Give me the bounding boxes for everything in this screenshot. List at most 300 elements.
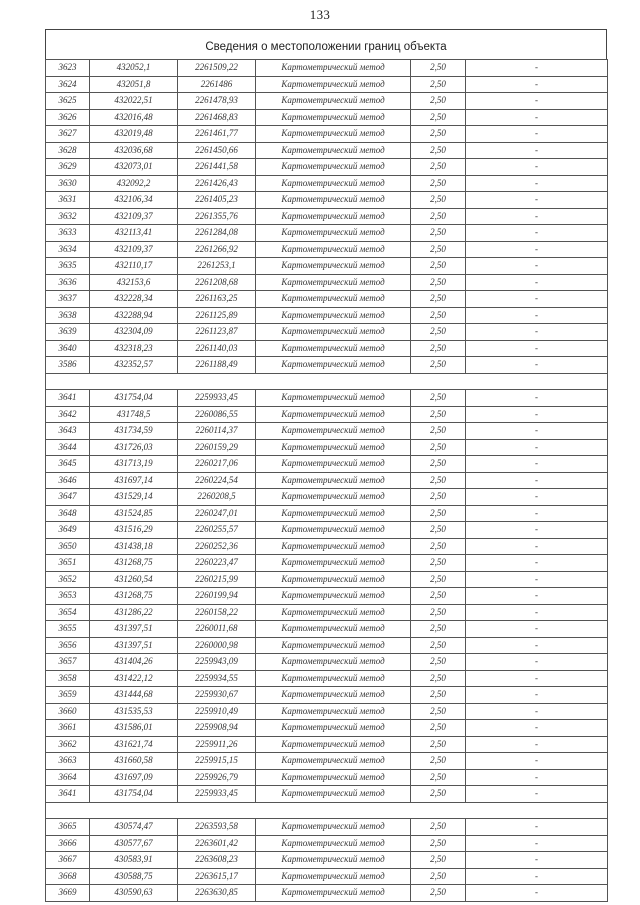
- point-number-cell: 3636: [46, 274, 90, 291]
- y-coordinate-cell: 2263593,58: [178, 819, 256, 836]
- method-cell: Картометрический метод: [256, 670, 411, 687]
- accuracy-cell: 2,50: [411, 456, 466, 473]
- method-cell: Картометрический метод: [256, 505, 411, 522]
- description-cell: -: [466, 786, 608, 803]
- y-coordinate-cell: 2260000,98: [178, 637, 256, 654]
- accuracy-cell: 2,50: [411, 472, 466, 489]
- method-cell: Картометрический метод: [256, 753, 411, 770]
- table-row: [46, 852, 608, 869]
- y-coordinate-cell: 2260224,54: [178, 472, 256, 489]
- method-cell: Картометрический метод: [256, 472, 411, 489]
- table-row: [46, 357, 608, 374]
- method-cell: Картометрический метод: [256, 324, 411, 341]
- table-row: [46, 456, 608, 473]
- point-number-cell: 3662: [46, 736, 90, 753]
- description-cell: -: [466, 736, 608, 753]
- description-cell: -: [466, 538, 608, 555]
- table-row: [46, 274, 608, 291]
- point-number-cell: 3663: [46, 753, 90, 770]
- table-row: [46, 769, 608, 786]
- y-coordinate-cell: 2260086,55: [178, 406, 256, 423]
- x-coordinate-cell: 431734,59: [90, 423, 178, 440]
- table-row: [46, 241, 608, 258]
- description-cell: -: [466, 456, 608, 473]
- method-cell: Картометрический метод: [256, 241, 411, 258]
- x-coordinate-cell: 431438,18: [90, 538, 178, 555]
- description-cell: -: [466, 175, 608, 192]
- accuracy-cell: 2,50: [411, 109, 466, 126]
- table-body: [46, 60, 608, 902]
- separator-cell: [466, 802, 608, 819]
- x-coordinate-cell: 431748,5: [90, 406, 178, 423]
- x-coordinate-cell: 432022,51: [90, 93, 178, 110]
- x-coordinate-cell: 431268,75: [90, 555, 178, 572]
- table-row: [46, 670, 608, 687]
- y-coordinate-cell: 2261426,43: [178, 175, 256, 192]
- y-coordinate-cell: 2259933,45: [178, 786, 256, 803]
- table-row: [46, 868, 608, 885]
- x-coordinate-cell: 432352,57: [90, 357, 178, 374]
- accuracy-cell: 2,50: [411, 885, 466, 902]
- point-number-cell: 3656: [46, 637, 90, 654]
- x-coordinate-cell: 432288,94: [90, 307, 178, 324]
- point-number-cell: 3659: [46, 687, 90, 704]
- accuracy-cell: 2,50: [411, 621, 466, 638]
- y-coordinate-cell: 2259926,79: [178, 769, 256, 786]
- point-number-cell: 3652: [46, 571, 90, 588]
- method-cell: Картометрический метод: [256, 126, 411, 143]
- separator-cell: [411, 373, 466, 390]
- method-cell: Картометрический метод: [256, 192, 411, 209]
- description-cell: -: [466, 654, 608, 671]
- y-coordinate-cell: 2261266,92: [178, 241, 256, 258]
- y-coordinate-cell: 2261461,77: [178, 126, 256, 143]
- accuracy-cell: 2,50: [411, 637, 466, 654]
- method-cell: Картометрический метод: [256, 555, 411, 572]
- method-cell: Картометрический метод: [256, 852, 411, 869]
- x-coordinate-cell: 432019,48: [90, 126, 178, 143]
- table-row: [46, 390, 608, 407]
- x-coordinate-cell: 431286,22: [90, 604, 178, 621]
- y-coordinate-cell: 2260215,99: [178, 571, 256, 588]
- description-cell: -: [466, 522, 608, 539]
- method-cell: Картометрический метод: [256, 604, 411, 621]
- accuracy-cell: 2,50: [411, 126, 466, 143]
- y-coordinate-cell: 2260158,22: [178, 604, 256, 621]
- separator-cell: [411, 802, 466, 819]
- description-cell: -: [466, 753, 608, 770]
- table-row: [46, 208, 608, 225]
- method-cell: Картометрический метод: [256, 291, 411, 308]
- y-coordinate-cell: 2261188,49: [178, 357, 256, 374]
- point-number-cell: 3624: [46, 76, 90, 93]
- table-row: [46, 588, 608, 605]
- x-coordinate-cell: 431404,26: [90, 654, 178, 671]
- point-number-cell: 3642: [46, 406, 90, 423]
- table-row: [46, 489, 608, 506]
- y-coordinate-cell: 2261441,58: [178, 159, 256, 176]
- accuracy-cell: 2,50: [411, 142, 466, 159]
- point-number-cell: 3625: [46, 93, 90, 110]
- y-coordinate-cell: 2261163,25: [178, 291, 256, 308]
- x-coordinate-cell: 431268,75: [90, 588, 178, 605]
- method-cell: Картометрический метод: [256, 274, 411, 291]
- table-title: Сведения о местоположении границ объекта: [45, 29, 607, 59]
- y-coordinate-cell: 2261509,22: [178, 60, 256, 77]
- x-coordinate-cell: 431754,04: [90, 786, 178, 803]
- x-coordinate-cell: 432110,17: [90, 258, 178, 275]
- description-cell: -: [466, 868, 608, 885]
- table-row: [46, 406, 608, 423]
- accuracy-cell: 2,50: [411, 769, 466, 786]
- y-coordinate-cell: 2260159,29: [178, 439, 256, 456]
- description-cell: -: [466, 307, 608, 324]
- x-coordinate-cell: 431529,14: [90, 489, 178, 506]
- accuracy-cell: 2,50: [411, 291, 466, 308]
- description-cell: -: [466, 505, 608, 522]
- x-coordinate-cell: 431516,29: [90, 522, 178, 539]
- point-number-cell: 3647: [46, 489, 90, 506]
- description-cell: -: [466, 819, 608, 836]
- description-cell: -: [466, 142, 608, 159]
- method-cell: Картометрический метод: [256, 175, 411, 192]
- table-row: [46, 423, 608, 440]
- y-coordinate-cell: 2260011,68: [178, 621, 256, 638]
- description-cell: -: [466, 637, 608, 654]
- description-cell: -: [466, 571, 608, 588]
- x-coordinate-cell: 432052,1: [90, 60, 178, 77]
- point-number-cell: 3657: [46, 654, 90, 671]
- description-cell: -: [466, 489, 608, 506]
- x-coordinate-cell: 431713,19: [90, 456, 178, 473]
- point-number-cell: 3628: [46, 142, 90, 159]
- point-number-cell: 3627: [46, 126, 90, 143]
- table-row: [46, 819, 608, 836]
- point-number-cell: 3643: [46, 423, 90, 440]
- accuracy-cell: 2,50: [411, 406, 466, 423]
- method-cell: Картометрический метод: [256, 522, 411, 539]
- point-number-cell: 3648: [46, 505, 90, 522]
- point-number-cell: 3631: [46, 192, 90, 209]
- y-coordinate-cell: 2259943,09: [178, 654, 256, 671]
- method-cell: Картометрический метод: [256, 439, 411, 456]
- point-number-cell: 3641: [46, 390, 90, 407]
- point-number-cell: 3630: [46, 175, 90, 192]
- y-coordinate-cell: 2261405,23: [178, 192, 256, 209]
- method-cell: Картометрический метод: [256, 786, 411, 803]
- accuracy-cell: 2,50: [411, 423, 466, 440]
- point-number-cell: 3623: [46, 60, 90, 77]
- x-coordinate-cell: 430583,91: [90, 852, 178, 869]
- point-number-cell: 3629: [46, 159, 90, 176]
- x-coordinate-cell: 431397,51: [90, 621, 178, 638]
- accuracy-cell: 2,50: [411, 192, 466, 209]
- method-cell: Картометрический метод: [256, 736, 411, 753]
- description-cell: -: [466, 274, 608, 291]
- separator-cell: [178, 802, 256, 819]
- x-coordinate-cell: 430588,75: [90, 868, 178, 885]
- point-number-cell: 3586: [46, 357, 90, 374]
- y-coordinate-cell: 2259933,45: [178, 390, 256, 407]
- point-number-cell: 3634: [46, 241, 90, 258]
- point-number-cell: 3638: [46, 307, 90, 324]
- method-cell: Картометрический метод: [256, 109, 411, 126]
- x-coordinate-cell: 431621,74: [90, 736, 178, 753]
- table-row: [46, 175, 608, 192]
- method-cell: Картометрический метод: [256, 489, 411, 506]
- table-row: [46, 76, 608, 93]
- table-row: [46, 324, 608, 341]
- y-coordinate-cell: 2259910,49: [178, 703, 256, 720]
- table-row: [46, 291, 608, 308]
- x-coordinate-cell: 432016,48: [90, 109, 178, 126]
- point-number-cell: 3649: [46, 522, 90, 539]
- point-number-cell: 3632: [46, 208, 90, 225]
- method-cell: Картометрический метод: [256, 406, 411, 423]
- method-cell: Картометрический метод: [256, 423, 411, 440]
- x-coordinate-cell: 432318,23: [90, 340, 178, 357]
- x-coordinate-cell: 432304,09: [90, 324, 178, 341]
- y-coordinate-cell: 2260247,01: [178, 505, 256, 522]
- table-row: [46, 472, 608, 489]
- description-cell: -: [466, 604, 608, 621]
- y-coordinate-cell: 2261468,83: [178, 109, 256, 126]
- table-row: [46, 192, 608, 209]
- table-row: [46, 126, 608, 143]
- accuracy-cell: 2,50: [411, 604, 466, 621]
- method-cell: Картометрический метод: [256, 885, 411, 902]
- description-cell: -: [466, 406, 608, 423]
- description-cell: -: [466, 340, 608, 357]
- point-number-cell: 3654: [46, 604, 90, 621]
- description-cell: -: [466, 472, 608, 489]
- y-coordinate-cell: 2261123,87: [178, 324, 256, 341]
- method-cell: Картометрический метод: [256, 93, 411, 110]
- point-number-cell: 3644: [46, 439, 90, 456]
- y-coordinate-cell: 2261486: [178, 76, 256, 93]
- separator-cell: [46, 373, 90, 390]
- x-coordinate-cell: 431422,12: [90, 670, 178, 687]
- table-row: [46, 60, 608, 77]
- y-coordinate-cell: 2260199,94: [178, 588, 256, 605]
- y-coordinate-cell: 2261355,76: [178, 208, 256, 225]
- table-row: [46, 522, 608, 539]
- coordinates-table: [45, 59, 608, 902]
- point-number-cell: 3665: [46, 819, 90, 836]
- x-coordinate-cell: 431586,01: [90, 720, 178, 737]
- x-coordinate-cell: 432092,2: [90, 175, 178, 192]
- description-cell: -: [466, 621, 608, 638]
- y-coordinate-cell: 2259908,94: [178, 720, 256, 737]
- method-cell: Картометрический метод: [256, 258, 411, 275]
- accuracy-cell: 2,50: [411, 340, 466, 357]
- method-cell: Картометрический метод: [256, 687, 411, 704]
- accuracy-cell: 2,50: [411, 736, 466, 753]
- x-coordinate-cell: 432228,34: [90, 291, 178, 308]
- x-coordinate-cell: 432051,8: [90, 76, 178, 93]
- method-cell: Картометрический метод: [256, 538, 411, 555]
- point-number-cell: 3639: [46, 324, 90, 341]
- y-coordinate-cell: 2260223,47: [178, 555, 256, 572]
- table-row: [46, 505, 608, 522]
- table-row: [46, 225, 608, 242]
- method-cell: Картометрический метод: [256, 76, 411, 93]
- accuracy-cell: 2,50: [411, 786, 466, 803]
- table-row: [46, 555, 608, 572]
- description-cell: -: [466, 208, 608, 225]
- method-cell: Картометрический метод: [256, 654, 411, 671]
- description-cell: -: [466, 670, 608, 687]
- method-cell: Картометрический метод: [256, 819, 411, 836]
- method-cell: Картометрический метод: [256, 588, 411, 605]
- y-coordinate-cell: 2259934,55: [178, 670, 256, 687]
- description-cell: -: [466, 687, 608, 704]
- x-coordinate-cell: 432109,37: [90, 241, 178, 258]
- x-coordinate-cell: 432073,01: [90, 159, 178, 176]
- method-cell: Картометрический метод: [256, 835, 411, 852]
- table-row: [46, 637, 608, 654]
- x-coordinate-cell: 431444,68: [90, 687, 178, 704]
- table-row: [46, 109, 608, 126]
- method-cell: Картометрический метод: [256, 159, 411, 176]
- description-cell: -: [466, 159, 608, 176]
- description-cell: -: [466, 720, 608, 737]
- x-coordinate-cell: 431697,14: [90, 472, 178, 489]
- description-cell: -: [466, 439, 608, 456]
- point-number-cell: 3633: [46, 225, 90, 242]
- separator-cell: [46, 802, 90, 819]
- accuracy-cell: 2,50: [411, 76, 466, 93]
- table-row: [46, 307, 608, 324]
- table-row: [46, 703, 608, 720]
- description-cell: -: [466, 390, 608, 407]
- method-cell: Картометрический метод: [256, 390, 411, 407]
- point-number-cell: 3664: [46, 769, 90, 786]
- accuracy-cell: 2,50: [411, 93, 466, 110]
- table-row: [46, 753, 608, 770]
- point-number-cell: 3653: [46, 588, 90, 605]
- accuracy-cell: 2,50: [411, 274, 466, 291]
- accuracy-cell: 2,50: [411, 241, 466, 258]
- table-row: [46, 885, 608, 902]
- table-row: [46, 720, 608, 737]
- y-coordinate-cell: 2263608,23: [178, 852, 256, 869]
- x-coordinate-cell: 431260,54: [90, 571, 178, 588]
- y-coordinate-cell: 2260252,36: [178, 538, 256, 555]
- table-row: [46, 786, 608, 803]
- x-coordinate-cell: 431660,58: [90, 753, 178, 770]
- accuracy-cell: 2,50: [411, 571, 466, 588]
- section-separator: [46, 802, 608, 819]
- x-coordinate-cell: 430574,47: [90, 819, 178, 836]
- method-cell: Картометрический метод: [256, 720, 411, 737]
- point-number-cell: 3645: [46, 456, 90, 473]
- description-cell: -: [466, 555, 608, 572]
- accuracy-cell: 2,50: [411, 703, 466, 720]
- point-number-cell: 3635: [46, 258, 90, 275]
- method-cell: Картометрический метод: [256, 307, 411, 324]
- y-coordinate-cell: 2260208,5: [178, 489, 256, 506]
- x-coordinate-cell: 432153,6: [90, 274, 178, 291]
- accuracy-cell: 2,50: [411, 307, 466, 324]
- table-row: [46, 258, 608, 275]
- separator-cell: [90, 802, 178, 819]
- accuracy-cell: 2,50: [411, 852, 466, 869]
- accuracy-cell: 2,50: [411, 324, 466, 341]
- description-cell: -: [466, 126, 608, 143]
- separator-cell: [256, 802, 411, 819]
- x-coordinate-cell: 430590,63: [90, 885, 178, 902]
- accuracy-cell: 2,50: [411, 720, 466, 737]
- x-coordinate-cell: 432109,37: [90, 208, 178, 225]
- description-cell: -: [466, 357, 608, 374]
- description-cell: -: [466, 324, 608, 341]
- y-coordinate-cell: 2261450,66: [178, 142, 256, 159]
- accuracy-cell: 2,50: [411, 555, 466, 572]
- accuracy-cell: 2,50: [411, 753, 466, 770]
- y-coordinate-cell: 2260217,06: [178, 456, 256, 473]
- y-coordinate-cell: 2259930,67: [178, 687, 256, 704]
- accuracy-cell: 2,50: [411, 588, 466, 605]
- point-number-cell: 3667: [46, 852, 90, 869]
- table-row: [46, 142, 608, 159]
- accuracy-cell: 2,50: [411, 208, 466, 225]
- method-cell: Картометрический метод: [256, 868, 411, 885]
- x-coordinate-cell: 431535,53: [90, 703, 178, 720]
- description-cell: -: [466, 76, 608, 93]
- description-cell: -: [466, 60, 608, 77]
- point-number-cell: 3661: [46, 720, 90, 737]
- method-cell: Картометрический метод: [256, 571, 411, 588]
- accuracy-cell: 2,50: [411, 175, 466, 192]
- table-row: [46, 571, 608, 588]
- point-number-cell: 3668: [46, 868, 90, 885]
- point-number-cell: 3655: [46, 621, 90, 638]
- method-cell: Картометрический метод: [256, 637, 411, 654]
- x-coordinate-cell: 432106,34: [90, 192, 178, 209]
- table-row: [46, 687, 608, 704]
- accuracy-cell: 2,50: [411, 819, 466, 836]
- accuracy-cell: 2,50: [411, 538, 466, 555]
- method-cell: Картометрический метод: [256, 456, 411, 473]
- method-cell: Картометрический метод: [256, 357, 411, 374]
- method-cell: Картометрический метод: [256, 225, 411, 242]
- accuracy-cell: 2,50: [411, 258, 466, 275]
- x-coordinate-cell: 431697,09: [90, 769, 178, 786]
- x-coordinate-cell: 432036,68: [90, 142, 178, 159]
- point-number-cell: 3660: [46, 703, 90, 720]
- x-coordinate-cell: 430577,67: [90, 835, 178, 852]
- x-coordinate-cell: 431524,85: [90, 505, 178, 522]
- description-cell: -: [466, 588, 608, 605]
- x-coordinate-cell: 431754,04: [90, 390, 178, 407]
- point-number-cell: 3646: [46, 472, 90, 489]
- y-coordinate-cell: 2263630,85: [178, 885, 256, 902]
- boundary-sheet: [45, 29, 607, 902]
- point-number-cell: 3626: [46, 109, 90, 126]
- y-coordinate-cell: 2260255,57: [178, 522, 256, 539]
- description-cell: -: [466, 291, 608, 308]
- accuracy-cell: 2,50: [411, 357, 466, 374]
- section-separator: [46, 373, 608, 390]
- method-cell: Картометрический метод: [256, 60, 411, 77]
- x-coordinate-cell: 431726,03: [90, 439, 178, 456]
- point-number-cell: 3637: [46, 291, 90, 308]
- separator-cell: [466, 373, 608, 390]
- accuracy-cell: 2,50: [411, 159, 466, 176]
- y-coordinate-cell: 2259911,26: [178, 736, 256, 753]
- y-coordinate-cell: 2260114,37: [178, 423, 256, 440]
